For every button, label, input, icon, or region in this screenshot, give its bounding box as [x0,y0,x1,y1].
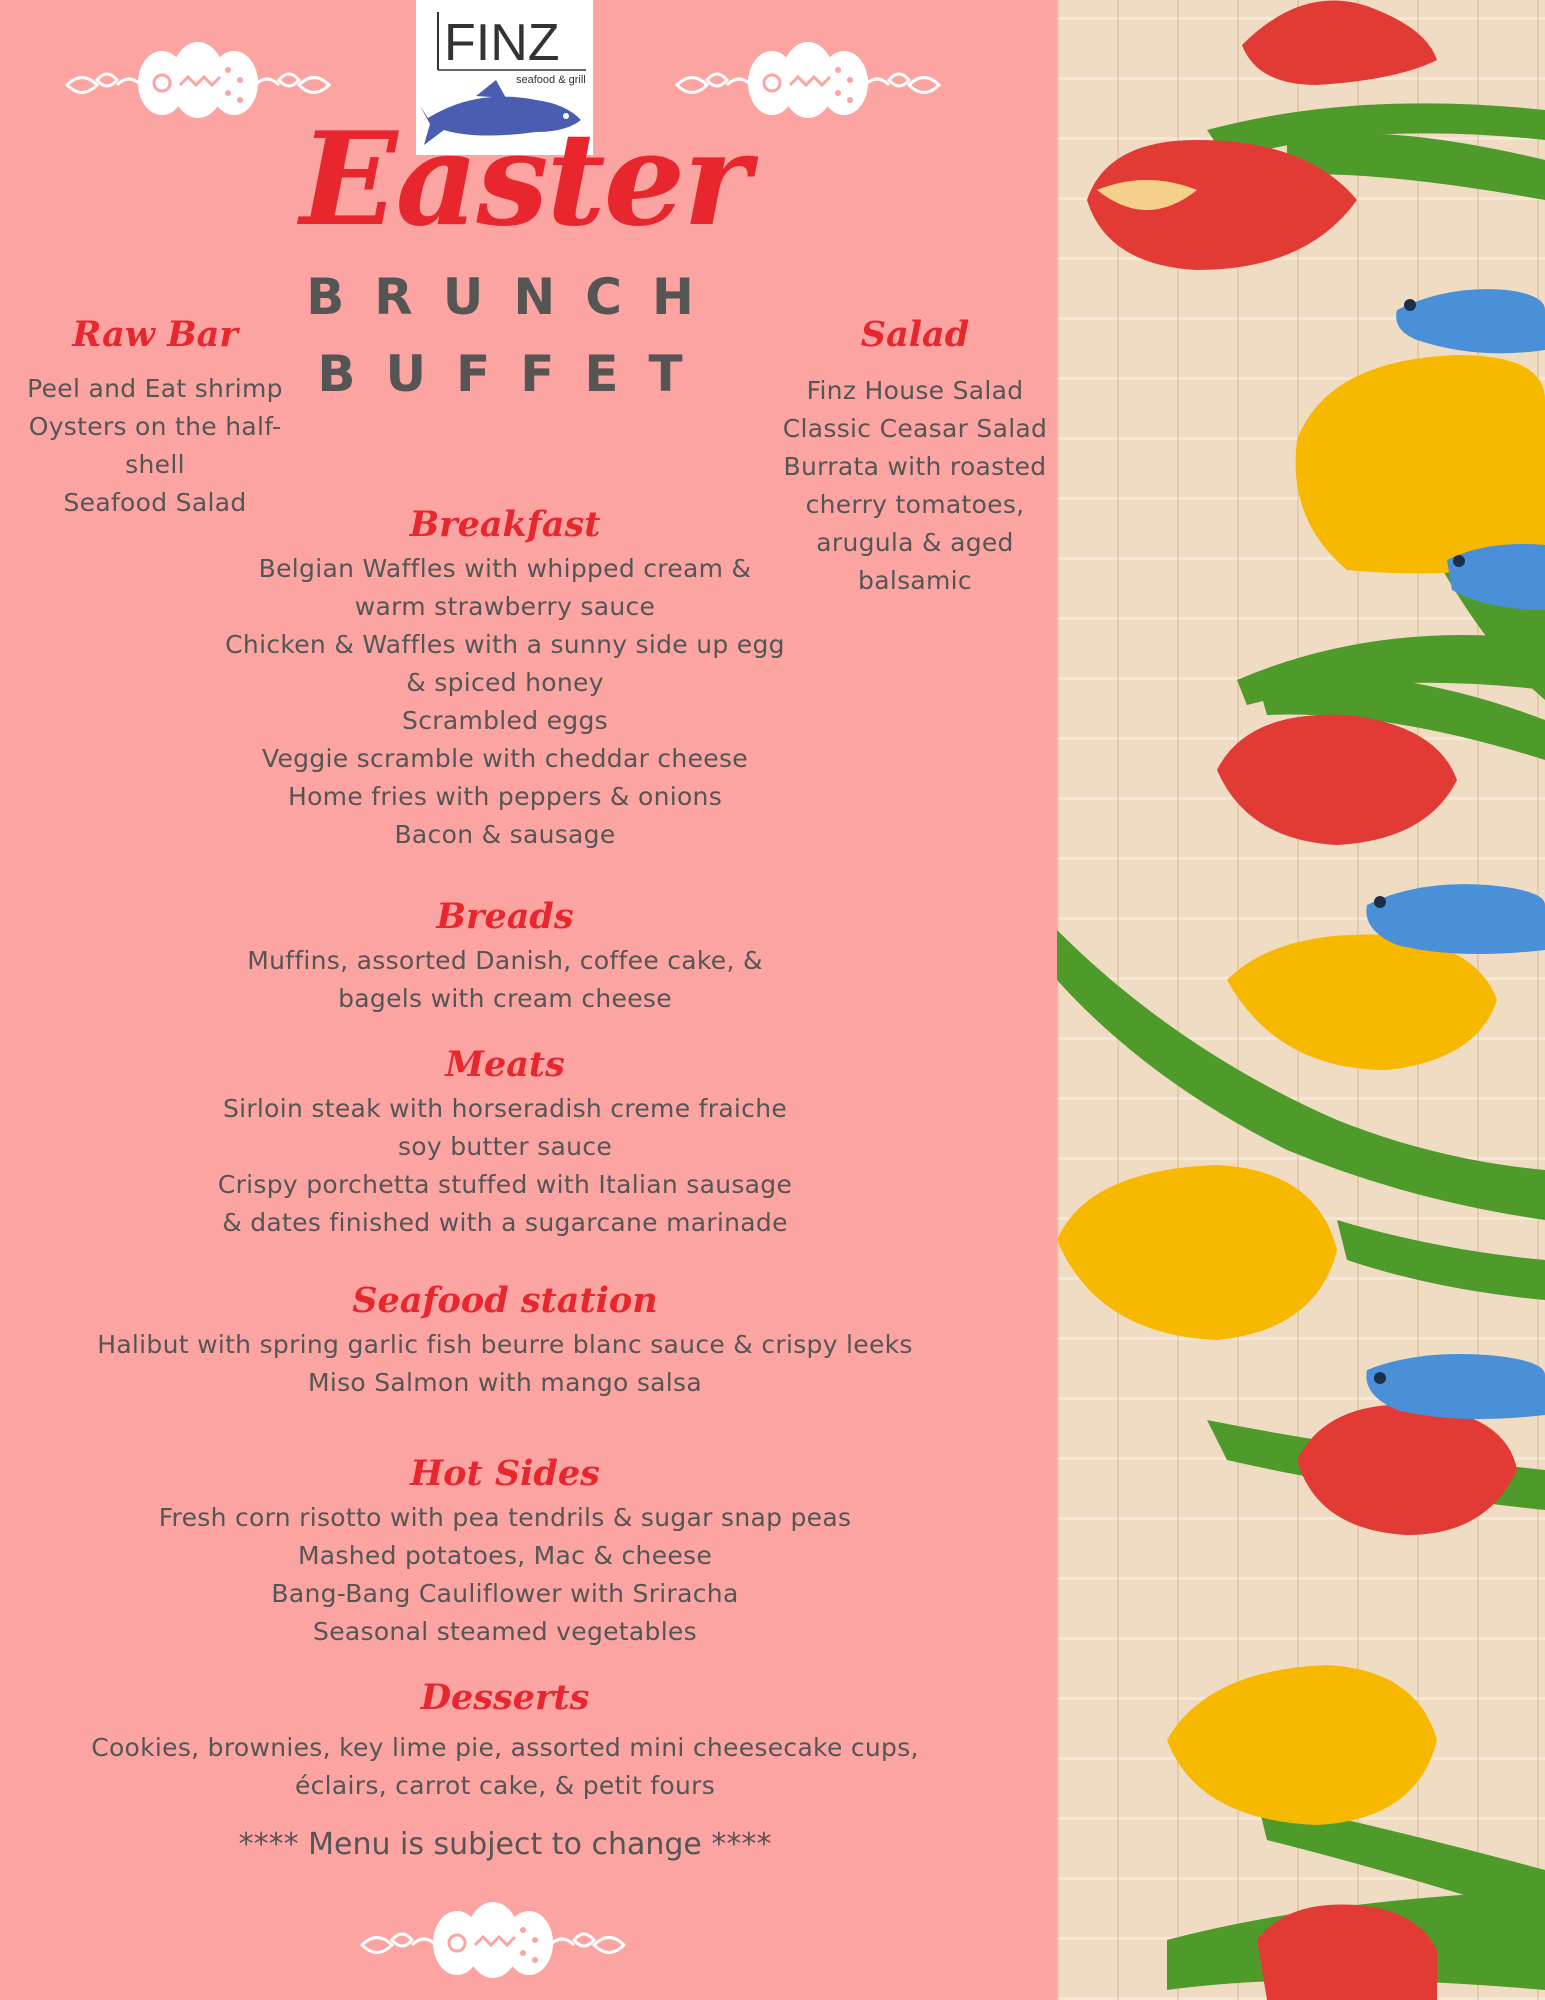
list-item: Bang-Bang Cauliflower with Sriracha [271,1579,739,1608]
hot-sides-section [0,1449,1010,1651]
list-item: warm strawberry sauce [354,592,656,621]
tulips-illustration [1057,0,1545,2000]
seafood-station-heading: Seafood station [352,1280,658,1321]
list-item: Fresh corn risotto with pea tendrils & sugar snap peas [158,1503,852,1532]
seafood-station-section [0,1276,1010,1402]
breads-heading: Breads [436,896,574,937]
list-item: Chicken & Waffles with a sunny side up egg [225,630,785,659]
list-item: bagels with cream cheese [338,984,672,1013]
list-item: Home fries with peppers & onions [287,782,723,811]
easter-eggs-ornament-left [62,35,334,120]
easter-title: Easter [300,105,749,255]
list-item: Cookies, brownies, key lime pie, assorted mini cheesecake cups, [91,1733,919,1762]
easter-eggs-ornament-bottom [357,1895,629,1980]
meats-heading: Meats [445,1044,565,1085]
list-item: Bacon & sausage [394,820,616,849]
list-item: & dates finished with a sugarcane marinade [222,1208,788,1237]
breakfast-heading: Breakfast [409,504,601,545]
list-item: Mashed potatoes, Mac & cheese [297,1541,713,1570]
list-item: Crispy porchetta stuffed with Italian sausage [217,1170,793,1199]
list-item: Veggie scramble with cheddar cheese [262,744,748,773]
list-item: Peel and Eat shrimp [27,374,283,403]
brunch-title: BRUNCH [306,268,724,326]
menu-change-note: **** Menu is subject to change **** [238,1827,772,1862]
list-item: cherry tomatoes, [805,490,1025,519]
list-item: soy butter sauce [397,1132,613,1161]
desserts-heading: Desserts [420,1677,590,1718]
meats-section [0,1040,1010,1242]
raw-bar-section [0,310,310,522]
list-item: Halibut with spring garlic fish beurre blanc sauce & crispy leeks [97,1330,913,1359]
list-item: Oysters on the half-shell [28,412,282,479]
salad-heading: Salad [860,314,970,355]
list-item: & spiced honey [406,668,604,697]
list-item: Seasonal steamed vegetables [313,1617,697,1646]
list-item: Classic Ceasar Salad [782,414,1048,443]
tulips-photo [1057,0,1545,2000]
breakfast-section [0,500,1010,854]
list-item: arugula & aged [816,528,1014,557]
raw-bar-heading: Raw Bar [72,314,238,355]
list-item: Muffins, assorted Danish, coffee cake, & [247,946,763,975]
hot-sides-heading: Hot Sides [410,1453,600,1494]
desserts-section [0,1673,1010,1805]
list-item: Scrambled eggs [402,706,608,735]
list-item: Seafood Salad [63,488,247,517]
list-item: éclairs, carrot cake, & petit fours [294,1771,716,1800]
breads-section [0,892,1010,1018]
list-item: Finz House Salad [806,376,1024,405]
list-item: Miso Salmon with mango salsa [307,1368,702,1397]
list-item: Belgian Waffles with whipped cream & [258,554,752,583]
list-item: Sirloin steak with horseradish creme fraiche [222,1094,788,1123]
list-item: balsamic [858,566,972,595]
logo-name: FINZ [444,14,560,72]
buffet-title: BUFFET [317,345,713,403]
logo-tagline: seafood & grill [516,74,586,86]
list-item: Burrata with roasted [783,452,1047,481]
